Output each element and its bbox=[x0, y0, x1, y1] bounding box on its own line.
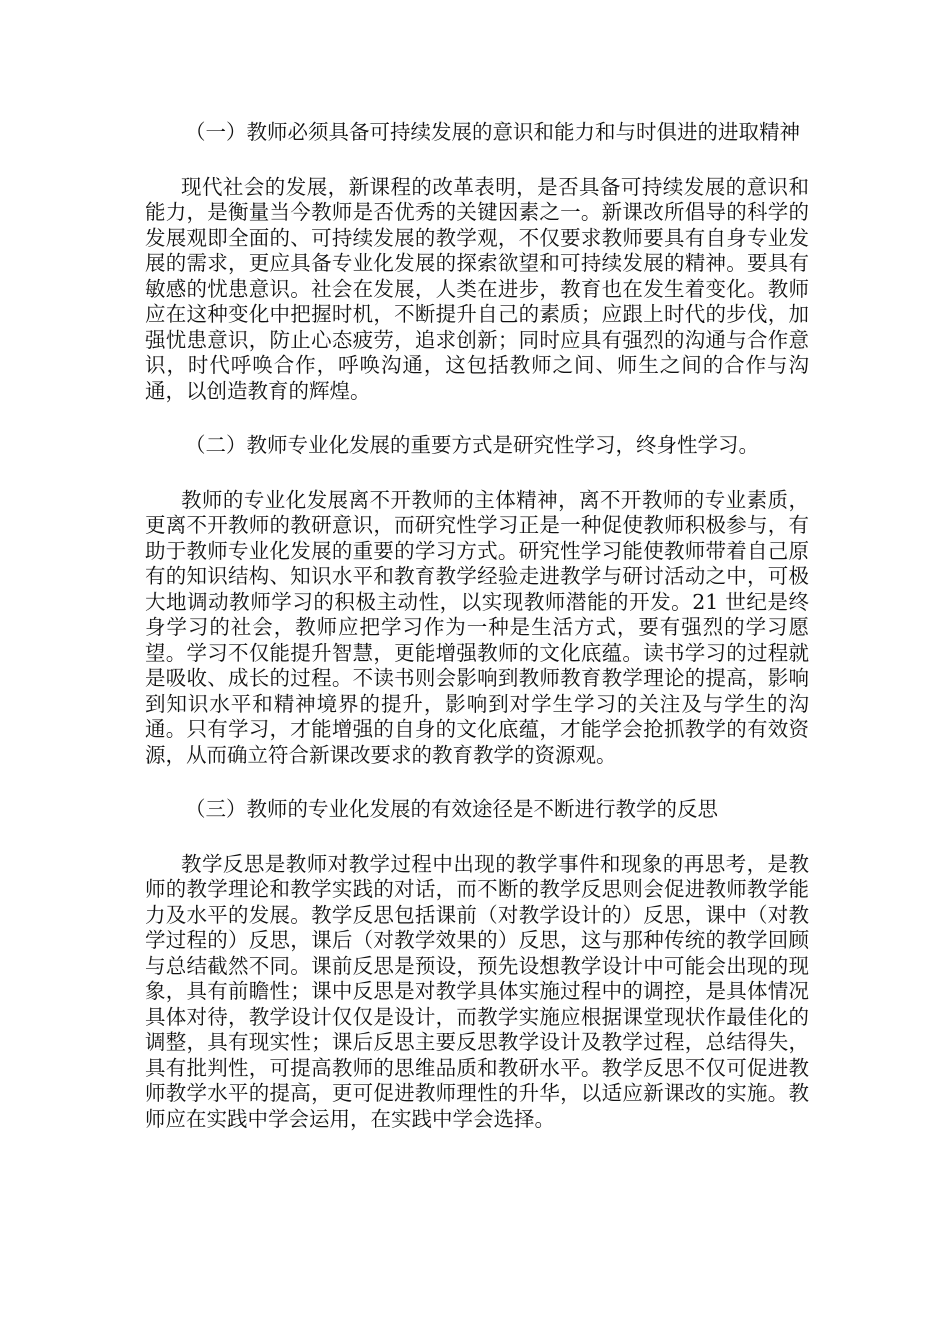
section-1-paragraph: 现代社会的发展，新课程的改革表明，是否具备可持续发展的意识和能力，是衡量当今教师是否优秀的关键因素之一。新课改所倡导的科学的发展观即全面的、可持续发展的教学观，不仅要求教师要具有自身专业发展的需求，更应具备专业化发展的探索欲望和可持续发展的精神。要具有敏感的忧患意识。社会在发展，人类在进步，教育也在发生着变化。教师应在这种变化中把握时机，不断提升自己的素质；应跟上时代的步伐，加强忧患意识，防止心态疲劳，追求创新；同时应具有强烈的沟通与合作意识，时代呼唤合作，呼唤沟通，这包括教师之间、师生之间的合作与沟通，以创造教育的辉煌。 bbox=[145, 174, 809, 403]
section-3-paragraph: 教学反思是教师对教学过程中出现的教学事件和现象的再思考，是教师的教学理论和教学实践的对话，而不断的教学反思则会促进教师教学能力及水平的发展。教学反思包括课前（对教学设计的）反思，课中（对教学过程的）反思，课后（对教学效果的）反思，这与那种传统的教学回顾与总结截然不同。课前反思是预设，预先设想教学设计中可能会出现的现象，具有前瞻性；课中反思是对教学具体实施过程中的调控，是具体情况具体对待，教学设计仅仅是设计，而教学实施应根据课堂现状作最佳化的调整，具有现实性；课后反思主要反思教学设计及教学过程，总结得失，具有批判性，可提高教师的思维品质和教研水平。教学反思不仅可促进教师教学水平的提高，更可促进教师理性的升华，以适应新课改的实施。教师应在实践中学会运用，在实践中学会选择。 bbox=[145, 851, 809, 1131]
section-3-heading: （三）教师的专业化发展的有效途径是不断进行教学的反思 bbox=[185, 797, 718, 821]
section-2-heading: （二）教师专业化发展的重要方式是研究性学习，终身性学习。 bbox=[185, 433, 759, 457]
section-1-heading: （一）教师必须具备可持续发展的意识和能力和与时俱进的进取精神 bbox=[185, 120, 800, 144]
document-body bbox=[145, 120, 809, 1161]
section-2-paragraph: 教师的专业化发展离不开教师的主体精神，离不开教师的专业素质，更离不开教师的教研意识，而研究性学习正是一种促使教师积极参与，有助于教师专业化发展的重要的学习方式。研究性学习能使教师带着自己原有的知识结构、知识水平和教育教学经验走进教学与研讨活动之中，可极大地调动教师学习的积极主动性，以实现教师潜能的开发。21 世纪是终身学习的社会，教师应把学习作为一种是生活方式，要有强烈的学习愿望。学习不仅能提升智慧，更能增强教师的文化底蕴。读书学习的过程就是吸收、成长的过程。不读书则会影响到教师教育教学理论的提高，影响到知识水平和精神境界的提升，影响到对学生学习的关注及与学生的沟通。只有学习，才能增强的自身的文化底蕴，才能学会抢抓教学的有效资源，从而确立符合新课改要求的教育教学的资源观。 bbox=[145, 487, 809, 767]
